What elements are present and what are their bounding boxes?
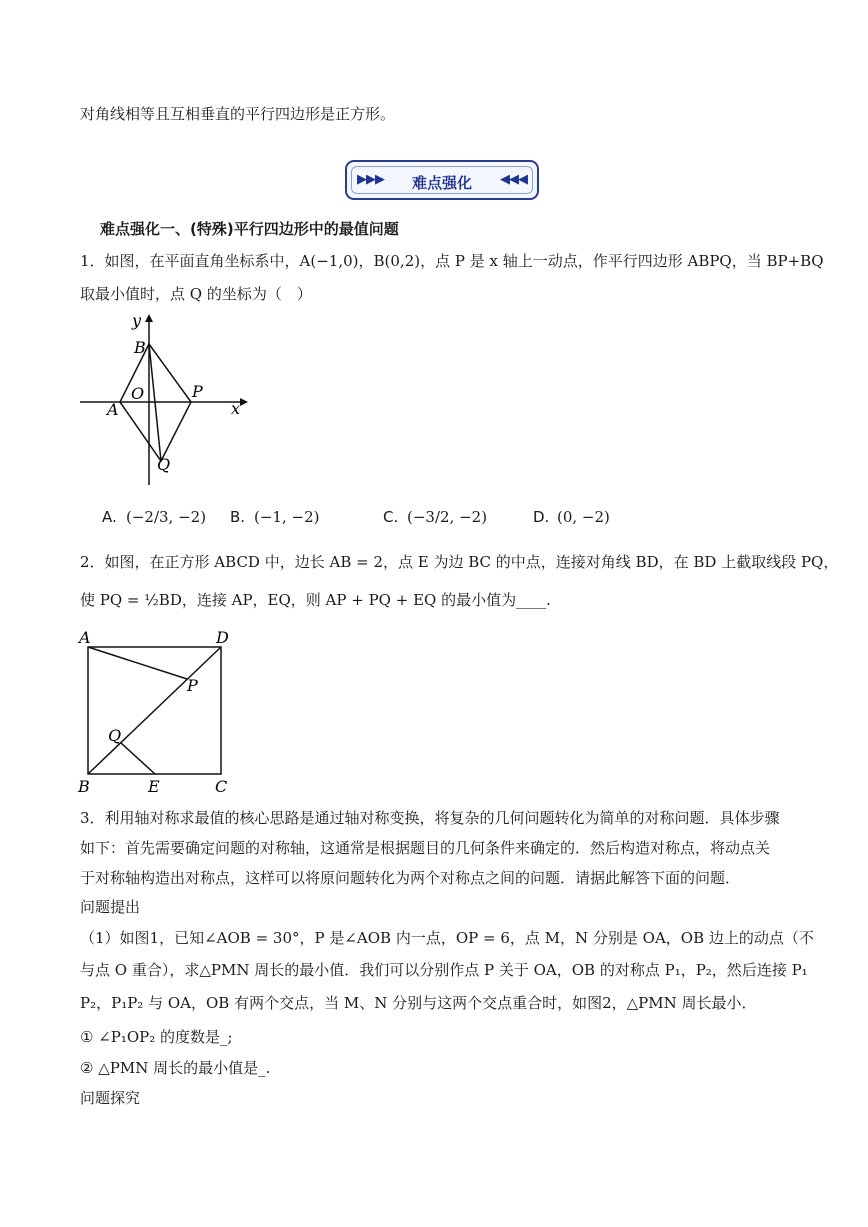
- q2-label-C: C: [215, 777, 228, 796]
- section-title: 难点强化一、(特殊)平行四边形中的最值问题: [100, 220, 399, 238]
- q3-part1-line2: 与点 O 重合），求△PMN 周长的最小值．我们可以分别作点 P 关于 OA，OB 的对称点 P₁，P₂，然后连接 P₁: [80, 961, 808, 979]
- q2-figure: [75, 627, 245, 797]
- q1-label-O: O: [131, 384, 145, 403]
- section-banner: [345, 160, 539, 200]
- q3-part1-line3: P₂，P₁P₂ 与 OA，OB 有两个交点，当 M、N 分别与这两个交点重合时，如图2，△PMN 周长最小．: [80, 994, 757, 1012]
- q1-option-b-value: (−1, −2): [254, 508, 320, 526]
- q2-label-B: B: [78, 777, 90, 796]
- q1-figure: [75, 310, 255, 490]
- q1-label-A: A: [107, 400, 119, 419]
- q1-option-b-label: B.: [230, 508, 246, 526]
- left-arrows-icon: ◀◀◀: [500, 172, 527, 187]
- banner-title: 难点强化: [411, 174, 472, 192]
- q1-label-Q: Q: [157, 455, 171, 474]
- q1-option-c-value: (−3/2, −2): [407, 508, 488, 526]
- q2-line2: 使 PQ = ½BD，连接 AP，EQ，则 AP + PQ + EQ 的最小值为____.: [80, 591, 551, 609]
- q1-line2: 取最小值时，点 Q 的坐标为（ ）: [80, 285, 312, 303]
- q2-label-E: E: [148, 777, 160, 796]
- q1-option-d-value: (0, −2): [557, 508, 610, 526]
- right-arrows-icon: ▶▶▶: [357, 172, 384, 187]
- q3-item-2: ② △PMN 周长的最小值是_.: [80, 1059, 271, 1077]
- q1-label-y: y: [132, 311, 142, 330]
- q1-label-P: P: [192, 382, 203, 401]
- q1-option-d-label: D.: [533, 508, 550, 526]
- q2-label-A: A: [79, 628, 91, 647]
- q2-line1: 2．如图，在正方形 ABCD 中，边长 AB = 2，点 E 为边 BC 的中点，连接对角线 BD，在 BD 上截取线段 PQ，: [80, 553, 839, 571]
- q3-line3: 于对称轴构造出对称点，这样可以将原问题转化为两个对称点之间的问题．请据此解答下面的问题．: [80, 869, 741, 887]
- intro-line: 对角线相等且互相垂直的平行四边形是正方形。: [80, 105, 396, 123]
- q1-line1: 1．如图，在平面直角坐标系中，A(−1,0)，B(0,2)，点 P 是 x 轴上一动点，作平行四边形 ABPQ，当 BP+BQ: [80, 252, 824, 270]
- q2-label-D: D: [216, 628, 229, 647]
- q3-item-1: ① ∠P₁OP₂ 的度数是_;: [80, 1028, 233, 1046]
- q1-label-x: x: [231, 399, 241, 418]
- q3-part1-line1: （1）如图1，已知∠AOB = 30°，P 是∠AOB 内一点，OP = 6，点 M，N 分别是 OA，OB 边上的动点（不: [80, 929, 814, 947]
- q3-line2: 如下：首先需要确定问题的对称轴，这通常是根据题目的几何条件来确定的．然后构造对称点，将动点关: [80, 839, 771, 857]
- q1-option-a-value: (−2/3, −2): [126, 508, 207, 526]
- q3-subtitle-1: 问题提出: [80, 898, 141, 916]
- q3-subtitle-2: 问题探究: [80, 1089, 141, 1107]
- q1-option-a-label: A.: [102, 508, 117, 526]
- q3-line1: 3．利用轴对称求最值的核心思路是通过轴对称变换，将复杂的几何问题转化为简单的对称问题．具体步骤: [80, 809, 780, 827]
- q1-option-c-label: C.: [383, 508, 399, 526]
- q2-label-Q: Q: [108, 726, 122, 745]
- q1-label-B: B: [134, 338, 146, 357]
- q2-label-P: P: [187, 676, 198, 695]
